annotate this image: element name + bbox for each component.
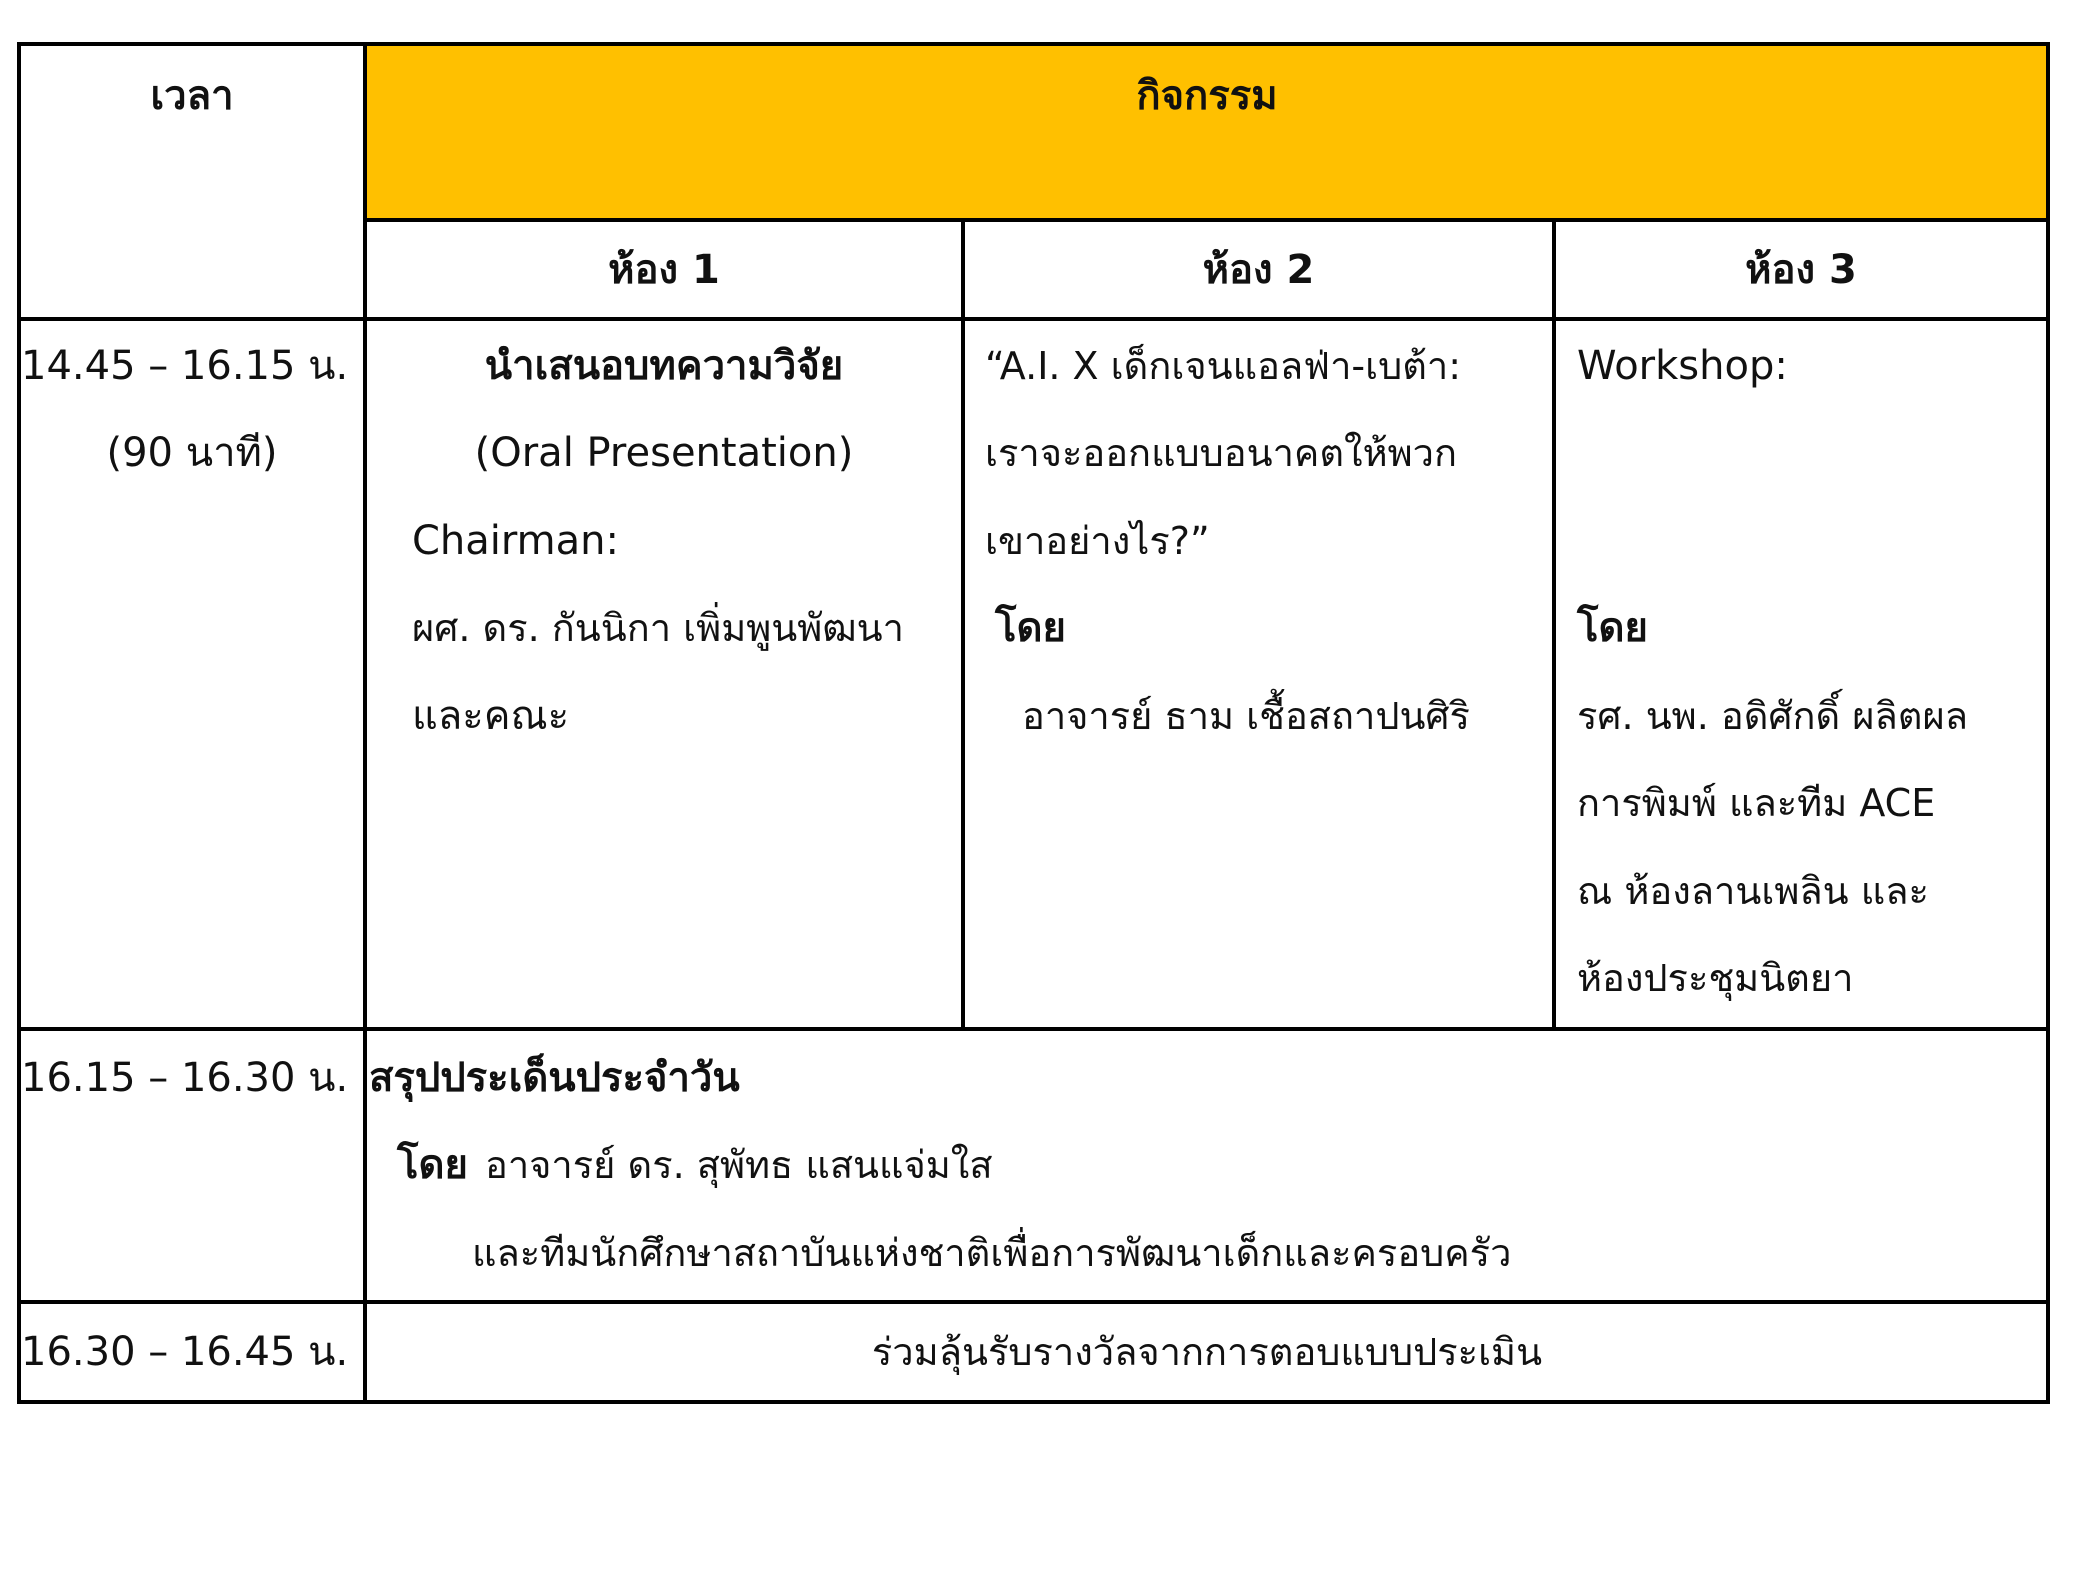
room3-speaker-line1: รศ. นพ. อดิศักดิ์ ผลิตผล: [1577, 694, 1969, 738]
room2-room3-divider: [1552, 220, 1556, 1031]
time-column-header: เวลา: [150, 73, 234, 119]
session3-activity: ร่วมลุ้นรับรางวัลจากการตอบแบบประเมิน: [871, 1330, 1543, 1374]
session2-speaker: อาจารย์ ดร. สุพัทธ แสนแจ่มใส: [485, 1143, 993, 1187]
session1-time: 14.45 – 16.15 น.: [21, 343, 349, 389]
table-border-top: [17, 42, 2050, 46]
session2-team: และทีมนักศึกษาสถาบันแห่งชาติเพื่อการพัฒนาเด็กและครอบครัว: [472, 1231, 1512, 1275]
room3-venue-line1: ณ ห้องลานเพลิน และ: [1577, 869, 1929, 913]
session1-duration: (90 นาที): [106, 430, 278, 476]
schedule-table: [17, 42, 2050, 1403]
room1-subtitle: (Oral Presentation): [474, 430, 854, 476]
room3-by-label: โดย: [1577, 605, 1648, 651]
room3-title: Workshop:: [1577, 343, 1788, 389]
activity-header-cell: [365, 42, 2050, 220]
room2-title-line3: เขาอย่างไร?”: [985, 519, 1210, 563]
session3-time: 16.30 – 16.45 น.: [21, 1329, 349, 1375]
session2-bottom-divider: [17, 1300, 2050, 1304]
room1-chair-suffix: และคณะ: [412, 693, 570, 739]
header-bottom-divider: [17, 317, 2050, 321]
room3-header: ห้อง 3: [1745, 247, 1857, 293]
table-border-left: [17, 42, 21, 1404]
table-border-bottom: [17, 1400, 2050, 1404]
room1-chair-label: Chairman:: [412, 518, 619, 564]
room1-room2-divider: [961, 220, 965, 1031]
room1-chair-name: ผศ. ดร. กันนิกา เพิ่มพูนพัฒนา: [412, 606, 904, 650]
room2-title-line1: “A.I. X เด็กเจนแอลฟ่า-เบต้า:: [985, 344, 1462, 388]
room1-header: ห้อง 1: [608, 247, 720, 293]
room2-by-label: โดย: [995, 605, 1066, 651]
session1-bottom-divider: [17, 1027, 2050, 1031]
room3-speaker-line2: การพิมพ์ และทีม ACE: [1577, 781, 1936, 825]
activity-header-divider: [365, 218, 2050, 222]
room3-venue-line2: ห้องประชุมนิตยา: [1577, 956, 1854, 1000]
table-border-right: [2046, 42, 2050, 1404]
room2-title-line2: เราจะออกแบบอนาคตให้พวก: [985, 431, 1458, 475]
session2-title: สรุปประเด็นประจำวัน: [369, 1055, 740, 1101]
room2-header: ห้อง 2: [1202, 247, 1315, 293]
session2-time: 16.15 – 16.30 น.: [21, 1055, 349, 1101]
room2-speaker: อาจารย์ ธาม เชื้อสถาปนศิริ: [1022, 694, 1470, 738]
activity-column-header: กิจกรรม: [1136, 73, 1278, 119]
session2-by-label: โดย: [397, 1142, 468, 1188]
room1-title: นำเสนอบทความวิจัย: [484, 343, 844, 389]
